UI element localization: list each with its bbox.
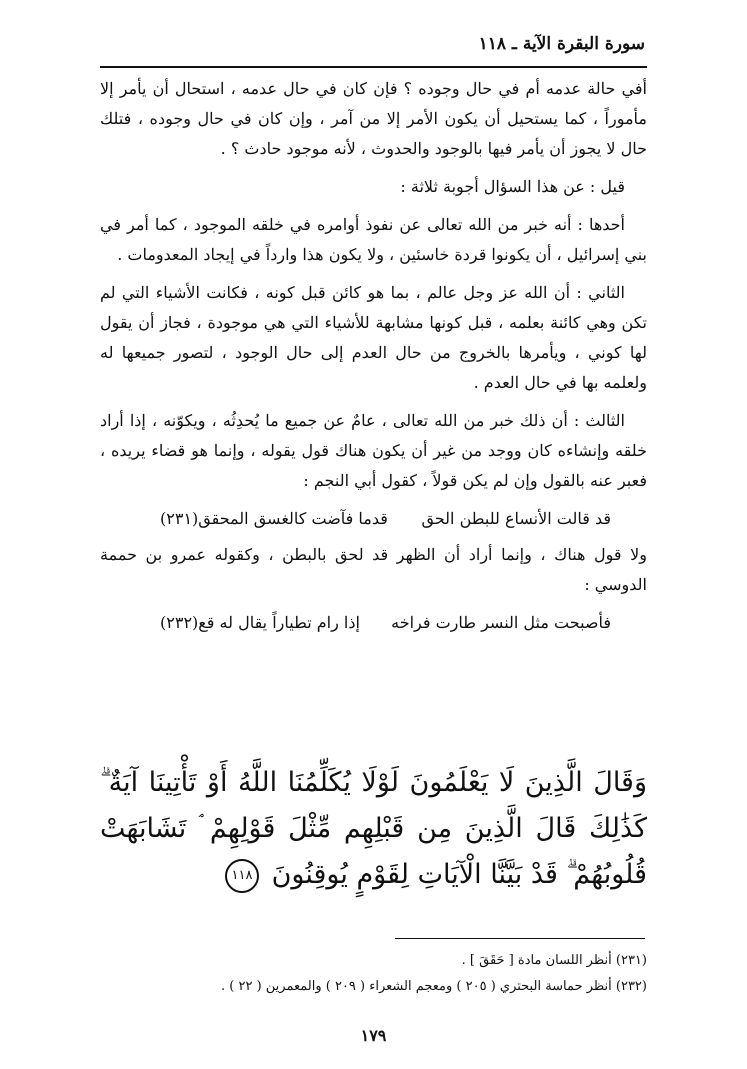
footnote: (٢٣٢) أنظر حماسة البحتري ( ٢٠٥ ) ومعجم الشعراء ( ٢٠٩ ) والمعمرين ( ٢٢ ) . xyxy=(221,979,647,994)
paragraph: الثاني : أن الله عز وجل عالم ، بما هو كائن قبل كونه ، فكانت الأشياء التي لم تكن وهي كائنة بعلمه ، قبل كونها مشابهة للأشياء التي هي موجودة ، فجاز أن يقول لها كوني ، ويأمرها بالخروج من حال العدم إلى حال الوجود ، لتصور جميعها له ولعلمه بها في حال العدم . xyxy=(100,283,647,392)
footnote: (٢٣١) أنظر اللسان مادة [ حَقَقَ ] . xyxy=(461,953,647,968)
footnotes xyxy=(100,948,647,1000)
paragraph: أحدها : أنه خبر من الله تعالى عن نفوذ أوامره في خلقه الموجود ، كما أمر في بني إسرائيل ، أن يكونوا قردة خاسئين ، ولا يكون هذا وارداً في إيجاد المعدومات . xyxy=(100,215,647,264)
running-header: سورة البقرة الآية ـ ١١٨ xyxy=(478,34,645,54)
header-rule xyxy=(100,66,647,68)
ayah-number-marker: ١١٨ xyxy=(225,859,259,893)
quran-text: وَقَالَ الَّذِينَ لَا يَعْلَمُونَ لَوْلَا يُكَلِّمُنَا اللَّهُ أَوْ تَأْتِينَا آيَةٌ ۗ كَذَٰلِكَ قَالَ الَّذِينَ مِن قَبْلِهِم مِّثْلَ قَوْلِهِمْ ۘ تَشَابَهَتْ قُلُوبُهُمْ ۗ قَدْ بَيَّنَّا الْآيَاتِ لِقَوْمٍ يُوقِنُونَ xyxy=(100,767,647,890)
poetry-verse xyxy=(100,504,647,534)
paragraph: أفي حالة عدمه أم في حال وجوده ؟ فإن كان في حال عدمه ، استحال أن يأمر إلا مأموراً ، كما يستحيل أن يكون الأمر إلا من آمر ، وإن كان في حال وجوده ، فتلك حال لا يجوز أن يأمر فيها بالوجود والحدوث ، لأنه موجود حادث ؟ . xyxy=(100,79,648,158)
verse-first-hemistich: فأصبحت مثل النسر طارت فراخه xyxy=(391,613,611,632)
footnote-rule xyxy=(395,938,645,939)
body-text xyxy=(100,74,647,644)
quran-verse xyxy=(100,760,647,898)
verse-first-hemistich: قد قالت الأنساع للبطن الحق xyxy=(421,509,611,528)
paragraph: ولا قول هناك ، وإنما أراد أن الظهر قد لحق بالبطن ، وكقوله عمرو بن حممة الدوسي : xyxy=(100,545,647,594)
poetry-verse xyxy=(100,608,647,638)
page-number: ١٧٩ xyxy=(360,1026,387,1045)
paragraph: قيل : عن هذا السؤال أجوبة ثلاثة : xyxy=(400,177,625,196)
verse-second-hemistich: قدما فآضت كالغسق المحقق(٢٣١) xyxy=(160,509,388,528)
paragraph: الثالث : أن ذلك خبر من الله تعالى ، عامٌ عن جميع ما يُحدِثُه ، ويكوّنه ، إذا أراد خلقه وإنشاءه كان ووجد من غير أن يكون هناك قول يقوله ، وإنما هو قضاء يريده ، فعبر عنه بالقول وإن لم يكن قولاً ، كقول أبي النجم : xyxy=(100,411,647,490)
verse-second-hemistich: إذا رام تطياراً يقال له قع(٢٣٢) xyxy=(160,613,360,632)
